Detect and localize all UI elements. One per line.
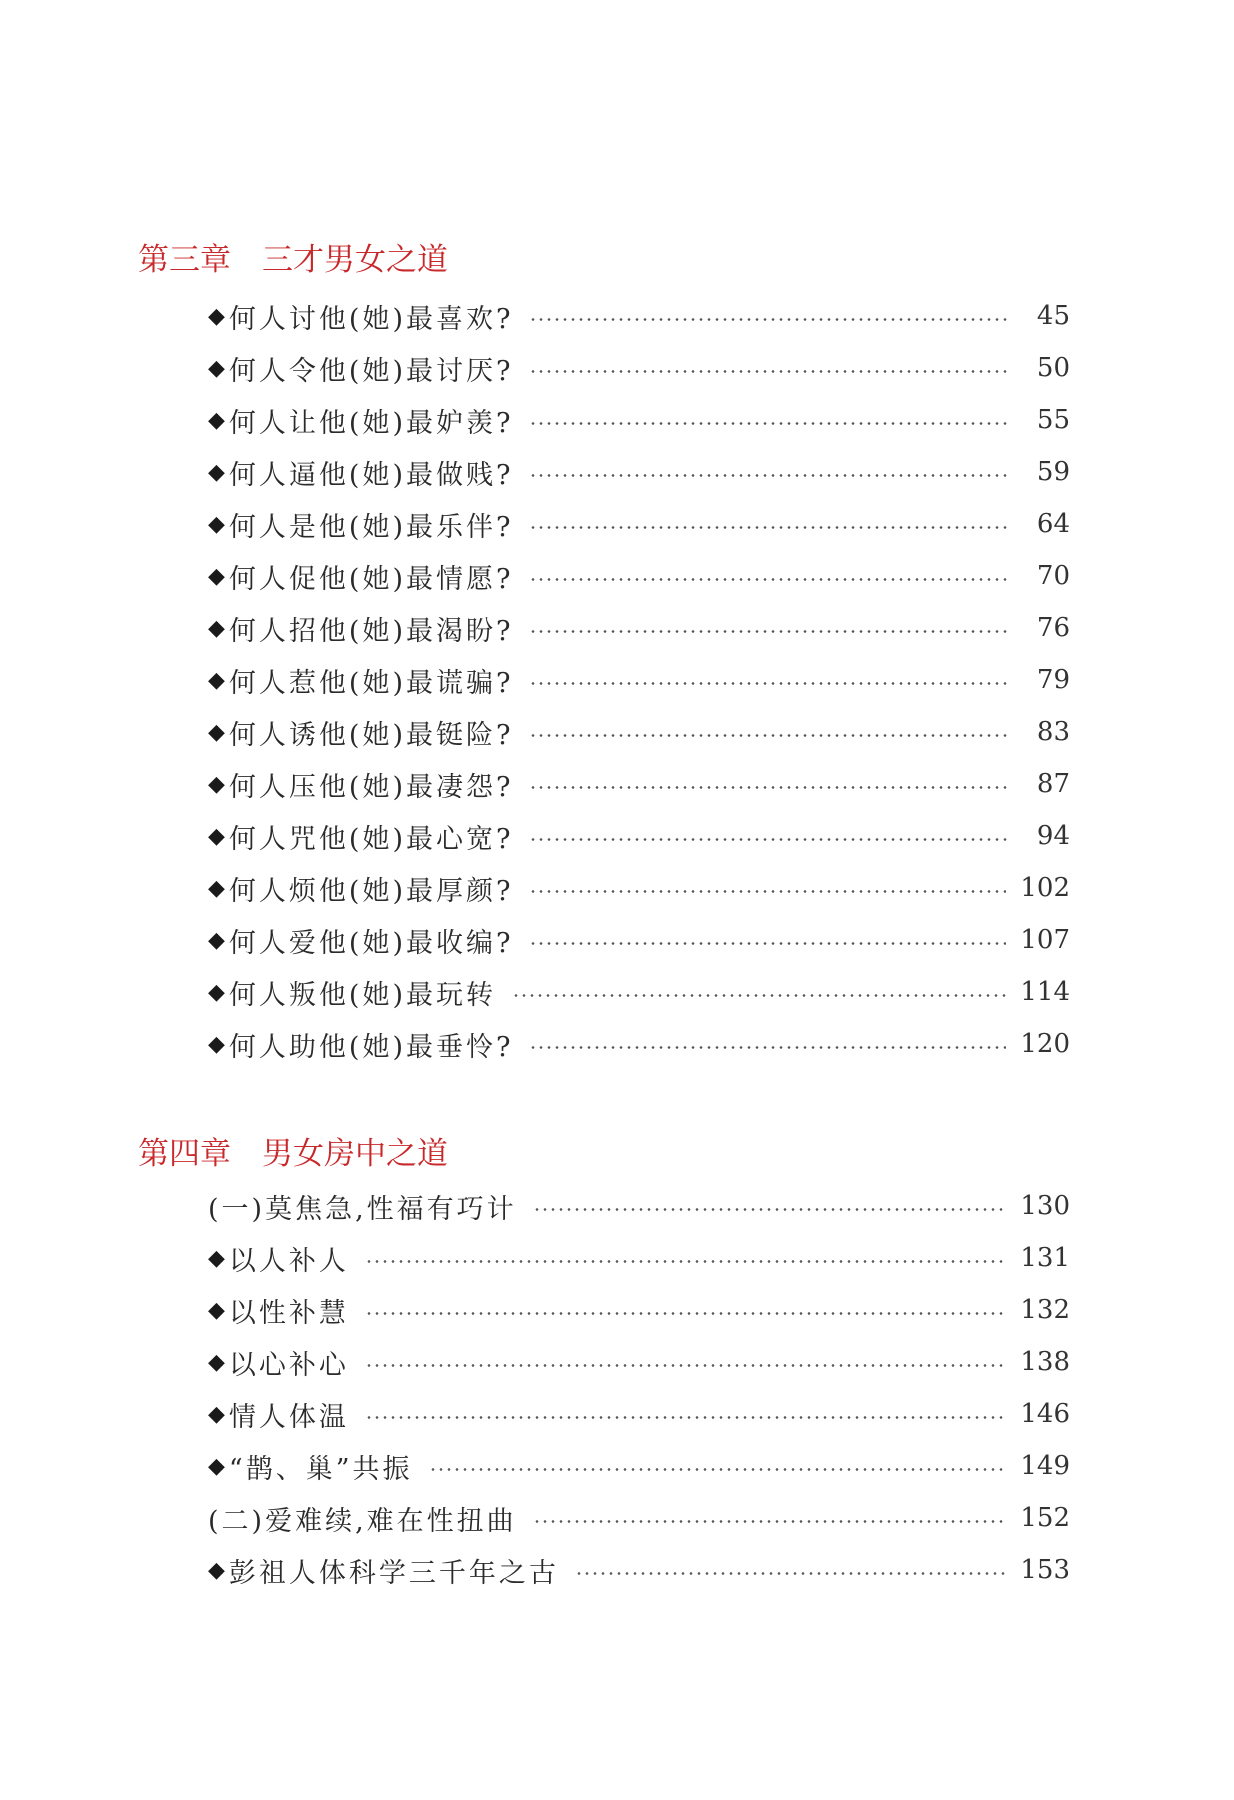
toc-entry[interactable] <box>208 452 1070 492</box>
toc-entry[interactable] <box>208 816 1070 856</box>
page-number: 94 <box>1036 821 1070 851</box>
diamond-bullet-icon: ◆ <box>208 511 225 537</box>
toc-entry[interactable] <box>208 712 1070 752</box>
toc-entry[interactable] <box>208 556 1070 596</box>
dot-leader <box>529 526 1010 529</box>
entry-label: 何人是他(她)最乐伴? <box>228 511 514 543</box>
dot-leader <box>529 1046 1006 1049</box>
page-number: 152 <box>1020 1503 1070 1533</box>
toc-entry[interactable] <box>208 1238 1070 1278</box>
diamond-bullet-icon: ◆ <box>208 771 225 797</box>
diamond-bullet-icon: ◆ <box>208 303 225 329</box>
toc-entry[interactable] <box>208 868 1070 908</box>
dot-leader <box>529 838 1010 841</box>
dot-leader <box>529 318 1010 321</box>
diamond-bullet-icon: ◆ <box>208 1031 225 1057</box>
dot-leader <box>529 578 1010 581</box>
toc-entry[interactable] <box>208 1498 1070 1538</box>
toc-entry[interactable] <box>208 296 1070 336</box>
toc-entry[interactable] <box>208 1290 1070 1330</box>
dot-leader <box>529 422 1010 425</box>
dot-leader <box>529 734 1010 737</box>
dot-leader <box>429 1468 1007 1471</box>
diamond-bullet-icon: ◆ <box>208 719 225 745</box>
page-number: 149 <box>1020 1451 1070 1481</box>
page-number: 153 <box>1020 1555 1070 1585</box>
entry-label: 以人补人 <box>228 1245 349 1277</box>
entry-label: 情人体温 <box>228 1401 349 1433</box>
diamond-bullet-icon: ◆ <box>208 1557 225 1583</box>
page-number: 146 <box>1020 1399 1070 1429</box>
toc-entry[interactable] <box>208 348 1070 388</box>
chapter-title: 第三章 三才男女之道 <box>138 242 448 278</box>
toc-entry[interactable] <box>208 1550 1070 1590</box>
page-number: 45 <box>1036 301 1070 331</box>
toc-entry[interactable] <box>208 972 1070 1012</box>
toc-entry[interactable] <box>208 764 1070 804</box>
dot-leader <box>512 994 1006 997</box>
toc-entry[interactable] <box>208 1024 1070 1064</box>
toc-entry[interactable] <box>208 920 1070 960</box>
toc-entry[interactable] <box>208 400 1070 440</box>
chapter-title: 第四章 男女房中之道 <box>138 1136 448 1172</box>
dot-leader <box>533 1520 1007 1523</box>
entry-label: 何人诱他(她)最铤险? <box>228 719 514 751</box>
entry-label: 何人压他(她)最凄怨? <box>228 771 514 803</box>
page-number: 59 <box>1036 457 1070 487</box>
toc-entry[interactable] <box>208 660 1070 700</box>
diamond-bullet-icon: ◆ <box>208 823 225 849</box>
page-number: 114 <box>1020 977 1070 1007</box>
toc-entry[interactable] <box>208 1446 1070 1486</box>
toc-entry[interactable] <box>208 1342 1070 1382</box>
page-number: 138 <box>1020 1347 1070 1377</box>
page-number: 102 <box>1020 873 1070 903</box>
dot-leader <box>529 682 1010 685</box>
diamond-bullet-icon: ◆ <box>208 563 225 589</box>
entry-label: 何人招他(她)最渴盼? <box>228 615 514 647</box>
page-number: 64 <box>1036 509 1070 539</box>
diamond-bullet-icon: ◆ <box>208 1453 225 1479</box>
diamond-bullet-icon: ◆ <box>208 407 225 433</box>
diamond-bullet-icon: ◆ <box>208 979 225 1005</box>
entry-label: 何人助他(她)最垂怜? <box>228 1031 514 1063</box>
diamond-bullet-icon: ◆ <box>208 667 225 693</box>
dot-leader <box>365 1364 1006 1367</box>
entry-label: 何人烦他(她)最厚颜? <box>228 875 514 907</box>
entry-label: 何人让他(她)最妒羡? <box>228 407 514 439</box>
dot-leader <box>529 890 1006 893</box>
page-number: 132 <box>1020 1295 1070 1325</box>
entry-label: 以心补心 <box>228 1349 349 1381</box>
page-number: 70 <box>1036 561 1070 591</box>
entry-label: (二)爱难续,难在性扭曲 <box>208 1505 517 1537</box>
entry-label: 何人促他(她)最情愿? <box>228 563 514 595</box>
toc-entry[interactable] <box>208 1394 1070 1434</box>
dot-leader <box>529 630 1010 633</box>
page-number: 79 <box>1036 665 1070 695</box>
page-number: 83 <box>1036 717 1070 747</box>
page-number: 120 <box>1020 1029 1070 1059</box>
diamond-bullet-icon: ◆ <box>208 1401 225 1427</box>
page-number: 76 <box>1036 613 1070 643</box>
page-number: 107 <box>1020 925 1070 955</box>
diamond-bullet-icon: ◆ <box>208 459 225 485</box>
entry-label: (一)莫焦急,性福有巧计 <box>208 1193 517 1225</box>
entry-label: 以性补慧 <box>228 1297 349 1329</box>
page-number: 55 <box>1036 405 1070 435</box>
page-number: 50 <box>1036 353 1070 383</box>
toc-entry[interactable] <box>208 608 1070 648</box>
dot-leader <box>529 370 1010 373</box>
diamond-bullet-icon: ◆ <box>208 1297 225 1323</box>
dot-leader <box>365 1312 1006 1315</box>
diamond-bullet-icon: ◆ <box>208 615 225 641</box>
dot-leader <box>575 1572 1006 1575</box>
diamond-bullet-icon: ◆ <box>208 355 225 381</box>
entry-label: “鹊、巢”共振 <box>228 1453 413 1485</box>
page-number: 130 <box>1020 1191 1070 1221</box>
dot-leader <box>365 1260 1006 1263</box>
dot-leader <box>529 942 1006 945</box>
page-number: 131 <box>1020 1243 1070 1273</box>
page-number: 87 <box>1036 769 1070 799</box>
dot-leader <box>533 1208 1007 1211</box>
diamond-bullet-icon: ◆ <box>208 1245 225 1271</box>
diamond-bullet-icon: ◆ <box>208 875 225 901</box>
entry-label: 彭祖人体科学三千年之古 <box>228 1557 559 1589</box>
toc-entry[interactable] <box>208 1186 1070 1226</box>
entry-label: 何人令他(她)最讨厌? <box>228 355 514 387</box>
entry-label: 何人咒他(她)最心宽? <box>228 823 514 855</box>
entry-label: 何人逼他(她)最做贱? <box>228 459 514 491</box>
entry-label: 何人惹他(她)最谎骗? <box>228 667 514 699</box>
dot-leader <box>529 786 1010 789</box>
entry-label: 何人讨他(她)最喜欢? <box>228 303 514 335</box>
entry-label: 何人爱他(她)最收编? <box>228 927 514 959</box>
dot-leader <box>529 474 1010 477</box>
diamond-bullet-icon: ◆ <box>208 927 225 953</box>
entry-label: 何人叛他(她)最玩转 <box>228 979 496 1011</box>
toc-entry[interactable] <box>208 504 1070 544</box>
dot-leader <box>365 1416 1006 1419</box>
diamond-bullet-icon: ◆ <box>208 1349 225 1375</box>
